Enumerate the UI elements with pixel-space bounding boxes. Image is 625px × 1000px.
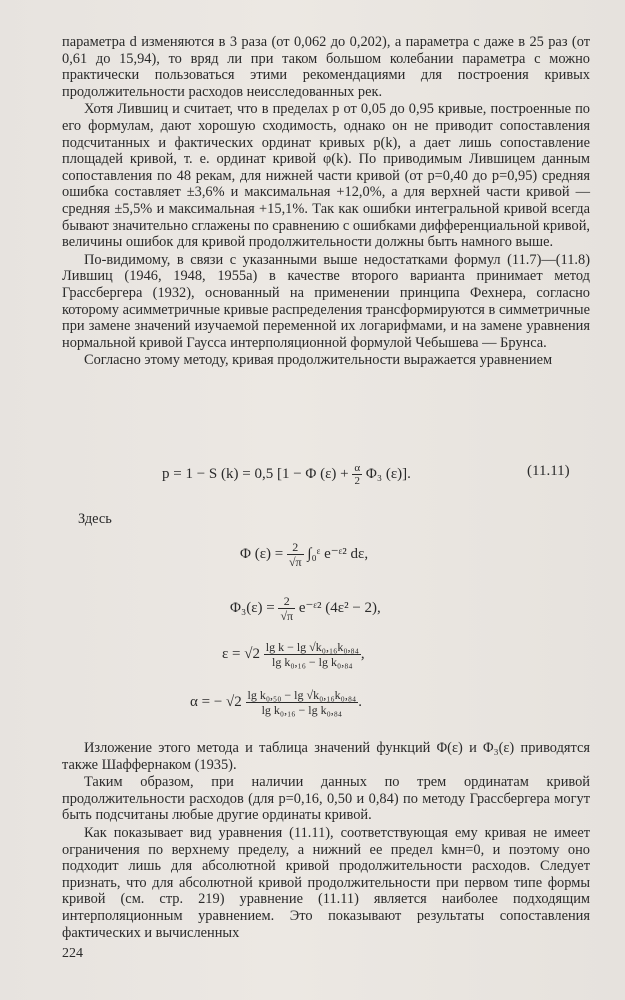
- paragraph-5: Изложение этого метода и таблица значений функций Φ(ε) и Φ₃(ε) приводятся также Шаффернаком (1935).: [62, 740, 590, 773]
- equation-phi: [240, 540, 368, 569]
- equation-alpha: [190, 688, 362, 717]
- eps-tail: ,: [360, 645, 365, 662]
- paragraph-1: параметра d изменяются в 3 раза (от 0,062 до 0,202), а параметра c даже в 25 раз (от 0,61 до 15,94), то вряд ли при таком большом колебании параметра c можно практически пользоваться этими рекомендациями для построения кривых продолжительности расходов неисследованных рек.: [62, 34, 590, 100]
- phi3-num: 2: [283, 594, 290, 608]
- page-number: 224: [62, 946, 83, 961]
- equation-epsilon: [222, 640, 365, 669]
- paragraph-6: Таким образом, при наличии данных по трем ординатам кривой продолжительности расходов (для p=0,16, 0,50 и 0,84) по методу Грассбергера могут быть подсчитаны любые другие ординаты кривой.: [62, 774, 590, 824]
- phi3-rest: e⁻ᵋ² (4ε² − 2),: [298, 599, 381, 616]
- eps-den: lg k₀,₁₆ − lg k₀,₈₄: [264, 654, 361, 669]
- paragraph-7: Как показывает вид уравнения (11.11), соответствующая ему кривая не имеет ограничения по верхнему пределу, а нижний ее предел kмн=0, и поэтому оно подходит лишь для абсолютной кривой продолжительности расходов. Следует признать, что для абсолютной кривой продолжительности при первом типе формы кривой (см. стр. 219) уравнение (11.11) является наиболее подходящим интерполяционным уравнением. Это показывают результаты сопоставления фактических и вычисленных: [62, 824, 590, 941]
- paragraph-2: Хотя Лившиц и считает, что в пределах p от 0,05 до 0,95 кривые, построенные по его формулам, дают хорошую сходимость, однако он не приводит сопоставления подсчитанных и фактических ординат кривых p(k), а дает лишь сопоставление площадей кривой, т. е. ординат кривой φ(k). По приводимым Лившицем данным сопоставления по 48 рекам, для нижней части кривой (от p=0,40 до p=0,95) средняя ошибка составляет ±3,6% и максимальная +12,0%, а для верхней части кривой — средняя ±5,5% и максимальная +15,1%. Так как ошибки интегральной кривой всегда бывают значительно сглажены по сравнению с ошибками дифференциальной кривой, величины ошибок для кривой продолжительности должны быть намного выше.: [62, 101, 590, 251]
- equation-11-11: [162, 462, 411, 487]
- equation-11-11-lhs: p = 1 − S (k) = 0,5 [1 − Φ (ε) +: [162, 465, 353, 482]
- phi-rest: ∫₀ᵋ e⁻ᵋ² dε,: [307, 545, 369, 562]
- equation-number-11-11: (11.11): [527, 463, 570, 479]
- two-den: 2: [352, 474, 362, 487]
- alpha-frac: [246, 688, 359, 717]
- paragraph-4: Согласно этому методу, кривая продолжительности выражается уравнением: [84, 352, 553, 369]
- phi3-den: √π: [280, 609, 294, 623]
- alpha-num: α: [354, 462, 361, 474]
- text-block-top: [62, 34, 590, 370]
- equation-11-11-rhs: Φ₃ (ε)].: [365, 465, 411, 482]
- alpha-eq-num: lg k₀,₅₀ − lg √k₀,₁₆k₀,₈₄: [247, 688, 357, 702]
- eps-num: lg k − lg √k₀,₁₆k₀,₈₄: [265, 640, 359, 654]
- eps-lhs: ε = √2: [222, 645, 260, 662]
- eps-frac: [264, 640, 361, 669]
- paragraph-3: По-видимому, в связи с указанными выше недостатками формул (11.7)—(11.8) Лившиц (1946, 1948, 1955а) в качестве второго варианта принимает метод Грассбергера (1932), основанный на применении принципа Фехнера, согласно которому асимметричные кривые распределения трансформируются в симметричные при замене значений изучаемой переменной их логарифмами, и на замене уравнения нормальной кривой Гаусса интерполяционной формулой Чебышева — Брунса.: [62, 251, 590, 351]
- phi3-frac: [278, 594, 295, 623]
- alpha-eq-den: lg k₀,₁₆ − lg k₀,₈₄: [246, 702, 359, 717]
- phi-num: 2: [292, 540, 299, 554]
- phi-den: √π: [288, 555, 302, 569]
- phi3-lhs: Φ₃(ε) =: [230, 599, 275, 616]
- alpha-lhs: α = − √2: [190, 693, 242, 710]
- alpha-over-two: [352, 462, 362, 487]
- alpha-tail: .: [358, 693, 362, 710]
- phi-frac: [287, 540, 304, 569]
- phi-lhs: Φ (ε) =: [240, 545, 284, 562]
- equation-phi3: [230, 594, 381, 623]
- zdes-label: Здесь: [78, 511, 112, 527]
- text-block-bottom: [62, 740, 590, 942]
